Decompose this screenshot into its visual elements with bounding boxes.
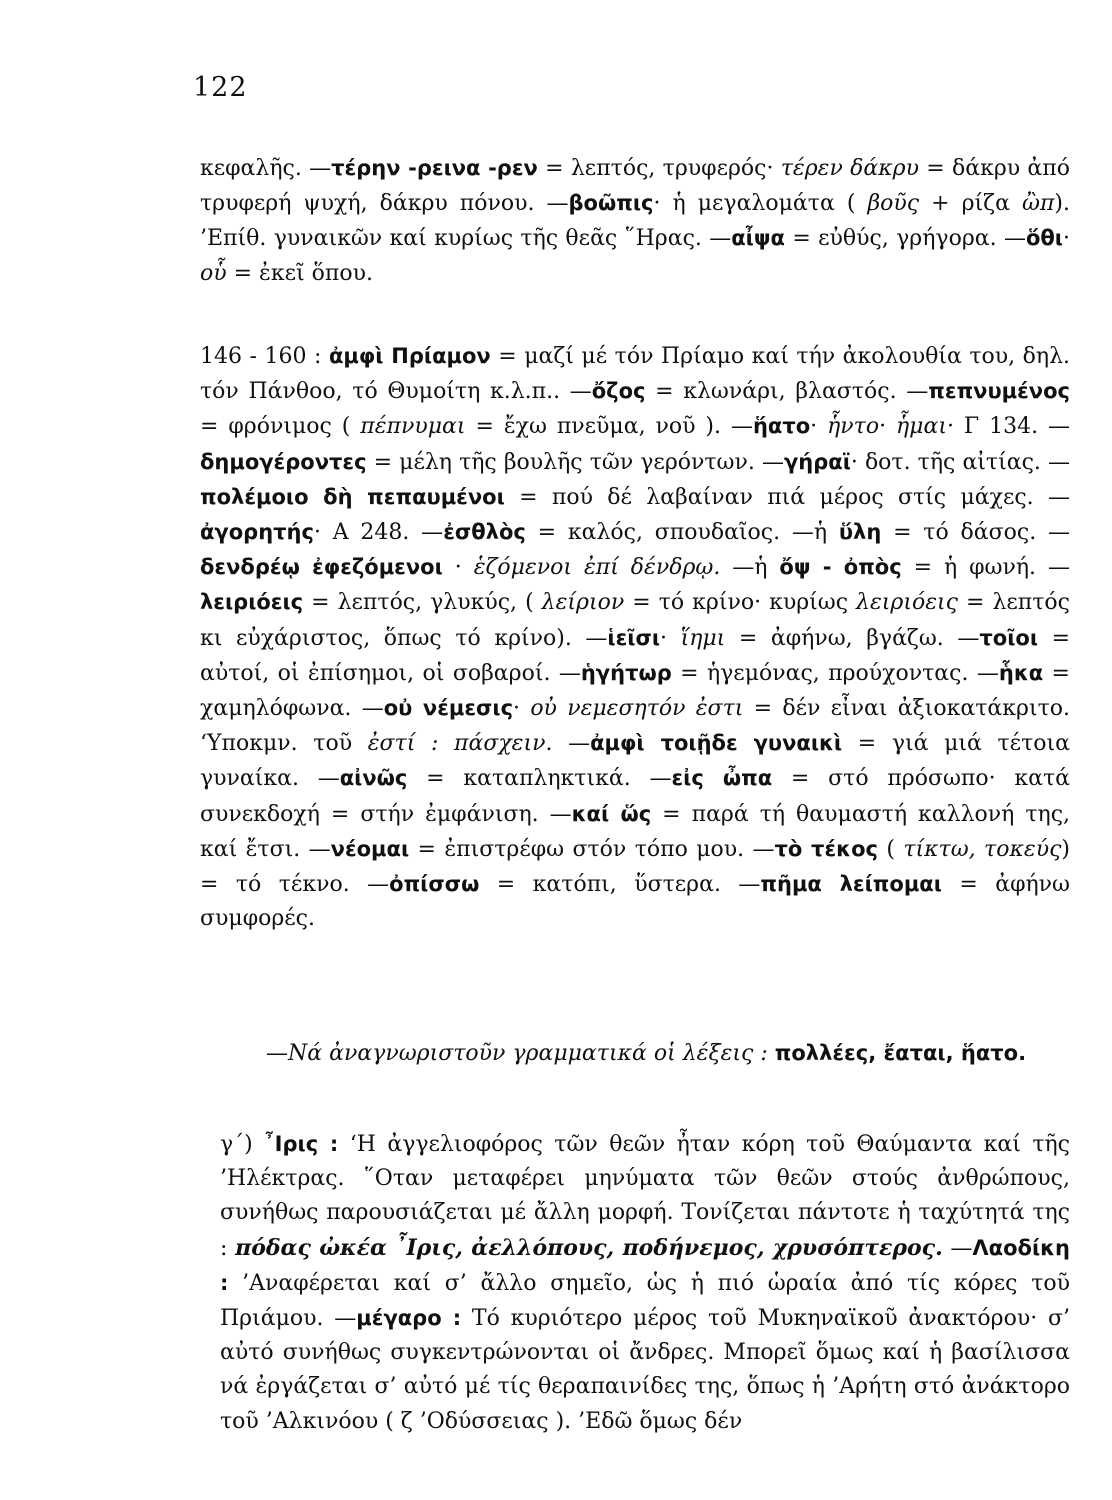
lemma-term: ἥατο [752, 414, 811, 439]
lemma-term: δημογέροντες [200, 449, 367, 474]
text-run: = τό δάσος. — [881, 520, 1070, 546]
text-run: = μαζί μέ τόν Πρίαμο καί τήν ἀκολουθία του, δηλ. τόν Πάνθοο, τό Θυμοίτη κ.λ.π.. — [200, 344, 1071, 405]
text-run: = ἀφήνω συμφορές. [200, 872, 1070, 932]
italic-text: ἐστί : πάσχειν. [367, 731, 553, 757]
italic-text: Νά ἀναγνωριστοῦν γραμματικά οἱ λέξεις : [288, 1041, 768, 1066]
text-run: = λεπτός κι εὐχάριστος, ὅπως τό κρίνο). — [200, 590, 1070, 651]
epithet-text: πόδας ὠκέα ῏Ιρις, ἀελλόπους, ποδήνεμος, χρυσόπτερος. [235, 1234, 943, 1261]
text-run: = ἐκεῖ ὅπου. [226, 260, 373, 286]
italic-text: πέπνυμαι [360, 414, 466, 440]
lemma-term: ὕλη [838, 520, 882, 545]
commentary-paragraph-2 [200, 339, 1070, 936]
text-run: = παρά τή θαυμαστή καλλονή της, καί ἔτσι. — [200, 801, 1071, 862]
lemma-term: καί ὥς [571, 801, 652, 826]
text-run [768, 1041, 775, 1066]
lemma-term: μέγαρο : [356, 1306, 462, 1331]
italic-text: οὗ [200, 260, 227, 286]
text-run: —ἡ [720, 555, 780, 581]
lemma-term: Λαοδίκη : [220, 1235, 1071, 1295]
text-run: = ἀφήνω, βγάζω. — [725, 625, 980, 651]
text-run: · [442, 555, 474, 581]
text-run: = ἔχω πνεῦμα, νοῦ ). — [465, 414, 753, 440]
text-run: = χαμηλόφωνα. — [200, 660, 1070, 722]
text-run: — [942, 1235, 973, 1261]
lemma-term: ἐσθλὸς [443, 520, 526, 545]
text-run: ’Αναφέρεται καί σ’ ἄλλο σημεῖο, ὡς ἡ πιό ὡραία ἀπό τίς κόρες τοῦ Πριάμου. — [220, 1270, 1070, 1332]
text-run: · Α 248. — [313, 520, 444, 546]
text-run: · [810, 414, 828, 440]
text-run: 146 - 160 : [200, 344, 329, 369]
lemma-term: ἧκα [998, 660, 1044, 685]
italic-text: τέρεν δάκρυ [780, 156, 919, 181]
italic-text: ἧντο· ἧμαι· [827, 414, 954, 440]
text-run: · δοτ. τῆς αἰτίας. — [850, 449, 1070, 475]
lemma-term: αἰνῶς [339, 766, 408, 791]
text-run: = καταπληκτικά. — [407, 766, 672, 792]
text-run: = φρόνιμος ( [200, 414, 361, 440]
text-run: = τό κρίνο· κυρίως [624, 590, 857, 616]
lemma-term: ἡγήτωρ [580, 660, 672, 685]
lemma-term: ἀμφὶ Πρίαμον [328, 344, 491, 368]
lemma-term: ἀμφὶ τοιῇδε γυναικὶ [590, 731, 843, 756]
grammar-exercise [200, 1036, 1070, 1071]
italic-text: ἵημι [680, 625, 726, 651]
text-run: = ἡγεμόνας, προύχοντας. — [671, 660, 999, 686]
lemma-term: λειριόεις [200, 590, 304, 615]
lemma-term: εἰς ὦπα [671, 766, 773, 791]
text-run: — [552, 731, 591, 757]
text-run: ) = τό τέκνο. — [200, 836, 1070, 898]
italic-text: οὐ νεμεσητόν ἐστι [530, 696, 744, 722]
lemma-term: αἶψα [731, 226, 785, 251]
italic-text: λείριον [541, 590, 625, 616]
italic-text: τίκτω, τοκεύς [903, 836, 1062, 862]
lemma-term: βοῶπις [568, 191, 654, 216]
lemma-term: πεπνυμένος [928, 379, 1070, 404]
text-run: · [1063, 226, 1070, 252]
italic-text: ἑζόμενοι ἐπί δένδρῳ. [473, 555, 721, 581]
text-run: κεφαλῆς. — [200, 156, 332, 181]
lemma-term: ὄψ - ὀπὸς [779, 555, 902, 580]
text-run: = δέν εἶναι ἀξιοκατάκριτο. ‘Υποκμν. τοῦ [200, 696, 1070, 757]
lemma-term: γήραϊ [783, 449, 851, 474]
text-run: + ρίζα [919, 191, 1022, 217]
text-run: · [513, 696, 531, 722]
lemma-term: τέρην -ρεινα -ρεν [331, 156, 538, 180]
lemma-term: τοῖοι [979, 625, 1038, 650]
text-run: ( [877, 836, 904, 862]
lemma-term: ὀπίσσω [389, 872, 480, 897]
text-run: = εὐθύς, γρήγορα. — [784, 226, 1026, 252]
text-run: = γιά μιά τέτοια γυναίκα. — [200, 731, 1070, 792]
text-run: = καλός, σπουδαῖος. —ἡ [525, 520, 839, 546]
text-run: = μέλη τῆς βουλῆς τῶν γερόντων. — [366, 449, 784, 475]
text-run: Τό κυριότερο μέρος τοῦ Μυκηναϊκοῦ ἀνακτόρου· σ’ αὐτό συνήθως συγκεντρώνονται οἱ ἄνδρες. Μπορεῖ ὅμως καί ἡ βασίλισσα νά ἐργάζεται σ’ αὐτό μέ τίς θεραπαινίδες της, ὅπως ἡ ’Αρήτη στό ἀνάκτορο τοῦ ’Αλκινόου ( ζ ’Οδύσσειας ). ’Εδῶ ὅμως δέν [220, 1306, 1070, 1434]
lemma-term: ὄζος [591, 379, 646, 404]
italic-text: λειριόεις [856, 590, 958, 616]
lemma-term: ὅθι [1025, 226, 1063, 251]
lemma-term: ῏Ιρις : [264, 1132, 339, 1156]
lemma-term: πῆμα λείπομαι [760, 872, 942, 897]
lemma-term: πολέμοιο δὴ πεπαυμένοι [200, 484, 505, 509]
page-number: 122 [193, 72, 248, 103]
text-run: ). ’Επίθ. γυναικῶν καί κυρίως τῆς θεᾶς ῞Ηρας. — [200, 191, 1070, 252]
text-run: = κλωνάρι, βλαστός. — [645, 379, 929, 405]
text-run: = στό πρόσωπο· κατά συνεκδοχή = στήν ἐμφάνιση. — [200, 766, 1071, 827]
lemma-term: τὸ τέκος [774, 836, 878, 861]
text-run: — [266, 1041, 288, 1066]
text-run: ‘Η ἀγγελιοφόρος τῶν θεῶν ἦταν κόρη τοῦ Θαύμαντα καί τῆς ’Ηλέκτρας. ῞Οταν μεταφέρει μηνύματα τῶν θεῶν στούς ἀνθρώπους, συνήθως παρουσιάζεται μέ ἄλλη μορφή. Τονίζεται πάντοτε ἡ ταχύτητά της : [220, 1132, 1071, 1261]
italic-text: βοῦς [867, 191, 920, 217]
lemma-term: ἀγορητής [200, 520, 314, 545]
text-run: = δάκρυ ἀπό τρυφερή ψυχή, δάκρυ πόνου. — [200, 156, 1070, 217]
text-run: γ΄) [220, 1132, 265, 1157]
text-run: = ἡ φωνή. — [901, 555, 1070, 581]
commentary-paragraph-gamma [200, 1127, 1070, 1439]
commentary-paragraph-1 [200, 151, 1070, 291]
lemma-term: νέομαι [330, 836, 410, 861]
text-run: = ἐπιστρέφω στόν τόπο μου. — [409, 836, 775, 862]
lemma-term: δενδρέῳ ἐφεζόμενοι [200, 555, 443, 580]
text-run: · ἡ μεγαλομάτα ( [653, 191, 868, 217]
text-run: = αὐτοί, οἱ ἐπίσημοι, οἱ σοβαροί. — [200, 625, 1071, 686]
text-run: = λεπτός, γλυκύς, ( [303, 590, 542, 616]
text-run: = πού δέ λαβαίναν πιά μέρος στίς μάχες. — [504, 484, 1070, 510]
lemma-term: ἱεῖσι [607, 625, 660, 650]
italic-text: ὢπ [1022, 191, 1055, 217]
lemma-term: οὐ νέμεσις [383, 696, 514, 721]
lemma-term: πολλέες, ἔαται, ἥατο. [774, 1041, 1027, 1065]
text-run: Γ 134. — [953, 414, 1071, 440]
text-run: = κατόπι, ὕστερα. — [479, 872, 761, 898]
text-run: = λεπτός, τρυφερός· [537, 156, 781, 181]
text-run: · [660, 625, 681, 651]
